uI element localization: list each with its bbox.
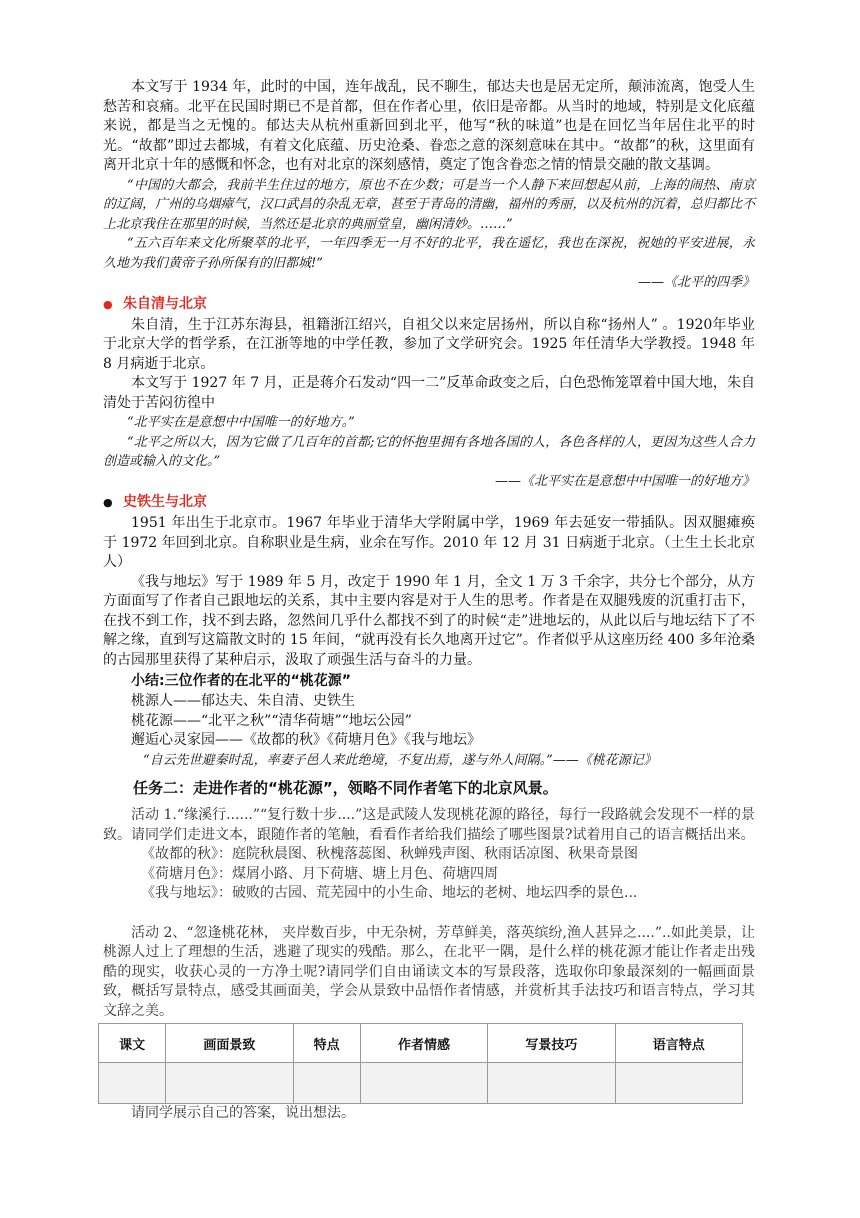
- activity-one-line-gudu: 《故都的秋》：庭院秋晨图、秋槐落蕊图、秋蝉残声图、秋雨话凉图、秋果奇景图: [141, 846, 638, 862]
- section-heading-shi-tiesheng: ● 史铁生与北京: [103, 491, 755, 514]
- quote-beiping-seasons: “五六百年来文化所聚萃的北平，一年四季无一月不好的北平，我在遥忆，我也在深祝，祝她的平安进展，永久地为我们黄帝子孙所保有的旧都城!”: [103, 236, 755, 271]
- table-cell[interactable]: [166, 1063, 293, 1104]
- table-cell[interactable]: [360, 1063, 487, 1104]
- table-header-language: 语言特点: [615, 1024, 742, 1063]
- quote-beiping-greatness: “北平之所以大，因为它做了几百年的首都;它的怀抱里拥有各地各国的人，各色各样的人，更因为这些人合力创造或输入的文化。”: [103, 434, 755, 469]
- quote-taohuayuan: “自云先世避秦时乱，率妻子邑人来此绝境，不复出焉，遂与外人间隔。”——《桃花源记》: [143, 752, 657, 768]
- table-cell[interactable]: [488, 1063, 615, 1104]
- document-page: [103, 78, 755, 1124]
- quote-source-beiping-four-seasons: ——《北平的四季》: [637, 275, 755, 290]
- section-heading-zhu-ziqing: ● 朱自清与北京: [103, 293, 755, 316]
- paragraph-zhu-ziqing-context: 本文写于 1927 年 7 月，正是蒋介石发动“四一二”反革命政变之后，白色恐怖笼罩着中国大地，朱自清处于苦闷彷徨中: [103, 375, 755, 411]
- paragraph-ditan-context: 《我与地坛》写于 1989 年 5 月，改定于 1990 年 1 月，全文 1 万 3 千余字，共分七个部分，从方方面面写了作者自己跟地坛的关系，其中主要内容是对于人生的思考。作者是在双腿残废的沉重打击下，在找不到工作，找不到去路，忽然间几乎什么都找不到了的时候“走”进地坛的，从此以后与地坛结下了不解之缘，直到写这篇散文时的 15 年间，“就再没有长久地离开过它”。作者似乎从这座历经 400 多年沧桑的古园那里获得了某种启示，汲取了顽强生活与奋斗的力量。: [103, 573, 755, 668]
- task-two-heading: 任务二：走进作者的“桃花源”，领略不同作者笔下的北京风景。: [133, 779, 558, 797]
- table-row: [99, 1063, 743, 1104]
- quote-beiping-cities: “中国的大都会，我前半生住过的地方，原也不在少数；可是当一个人静下来回想起从前，上海的闹热、南京的辽阔，广州的乌烟瘴气，汉口武昌的杂乱无章，甚至于青岛的清幽，福州的秀丽，以及杭州的沉着，总归都比不上北京我住在那里的时候，当然还是北京的典丽堂皇，幽闲清妙。……”: [103, 177, 755, 232]
- closing-instruction: 请同学展示自己的答案，说出想法。: [131, 1105, 355, 1121]
- activity-two: 活动 2、“忽逢桃花林， 夹岸数百步，中无杂树，芳草鲜美，落英缤纷,渔人甚异之....”..如此美景，让桃源人过上了理想的生活，逃避了现实的残酷。那么，在北平一隅，是什么样的桃花源才能让作者走出残酷的现实，收获心灵的一方净土呢?请同学们自由诵读文本的写景段落，选取你印象最深刻的一幅画面景致，概括写景特点，感受其画面美，学会从景致中品悟作者情感，并赏析其手法技巧和语言特点，学习其文辞之美。: [103, 924, 755, 1019]
- activity-one-line-hetang: 《荷塘月色》：煤屑小路、月下荷塘、塘上月色、荷塘四周: [141, 865, 498, 882]
- table-cell[interactable]: [99, 1063, 166, 1104]
- paragraph-yu-dafu-context: 本文写于 1934 年，此时的中国，连年战乱，民不聊生，郁达夫也是居无定所，颠沛流离，饱受人生愁苦和哀痛。北平在民国时期已不是首都，但在作者心里，依旧是帝都。从当时的地域，特别是文化底蕴来说，都是当之无愧的。郁达夫从杭州重新回到北平，他写“秋的味道”也是在回忆当年居住北平的时光。“故都”即过去都城，有着文化底蕴、历史沧桑、眷恋之意的深刻意味在其中。“故都”的秋，这里面有离开北京十年的感慨和怀念，也有对北京的深刻感情，奠定了饱含眷恋之情的情景交融的散文基调。: [103, 79, 755, 173]
- activity-one: 活动 1.“缘溪行......”“复行数十步....”这是武陵人发现桃花源的路径，每行一段路就会发现不一样的景致。请同学们走进文本，跟随作者的笔触，看看作者给我们描绘了哪些图景?试着用自己的语言概括出来。: [103, 807, 755, 843]
- table-header-emotion: 作者情感: [360, 1024, 487, 1063]
- activity-one-line-ditan: 《我与地坛》：破败的古园、荒芜园中的小生命、地坛的老树、地坛四季的景色...: [141, 885, 638, 901]
- table-header-scene: 画面景致: [166, 1024, 293, 1063]
- table-header-text: 课文: [99, 1024, 166, 1063]
- table-header-technique: 写景技巧: [488, 1024, 615, 1063]
- scenery-analysis-table: [98, 1023, 743, 1104]
- summary-line-places: 桃花源——“北平之秋”“清华荷塘”“地坛公园”: [131, 712, 412, 729]
- paragraph-shi-tiesheng-bio: 1951 年出生于北京市。1967 年毕业于清华大学附属中学，1969 年去延安一带插队。因双腿瘫痪于 1972 年回到北京。自称职业是生病，业余在写作。2010 年 12 月 31 日病逝于北京。（土生土长北京人）: [103, 515, 755, 570]
- summary-line-works: 邂逅心灵家园——《故都的秋》《荷塘月色》《我与地坛》: [131, 732, 481, 748]
- table-cell[interactable]: [615, 1063, 742, 1104]
- summary-line-people: 桃源人——郁达夫、朱自清、史铁生: [131, 693, 355, 709]
- table-header-feature: 特点: [293, 1024, 360, 1063]
- bullet-icon: ●: [103, 496, 113, 509]
- summary-heading: 小结:三位作者的在北平的“桃花源”: [131, 673, 352, 689]
- table-header-row: [99, 1024, 743, 1063]
- paragraph-zhu-ziqing-bio: 朱自清，生于江苏东海县，祖籍浙江绍兴，自祖父以来定居扬州，所以自称“扬州人” 。1920年毕业于北京大学的哲学系，在江浙等地的中学任教，参加了文学研究会。1925 年任清华大学教授。1948 年 8 月病逝于北京。: [103, 316, 755, 372]
- quote-source-beiping-best-place: ——《北平实在是意想中中国唯一的好地方》: [494, 473, 755, 489]
- table-cell[interactable]: [293, 1063, 360, 1104]
- quote-beiping-best-place: “北平实在是意想中中国唯一的好地方。”: [127, 415, 355, 430]
- bullet-icon: ●: [103, 297, 113, 311]
